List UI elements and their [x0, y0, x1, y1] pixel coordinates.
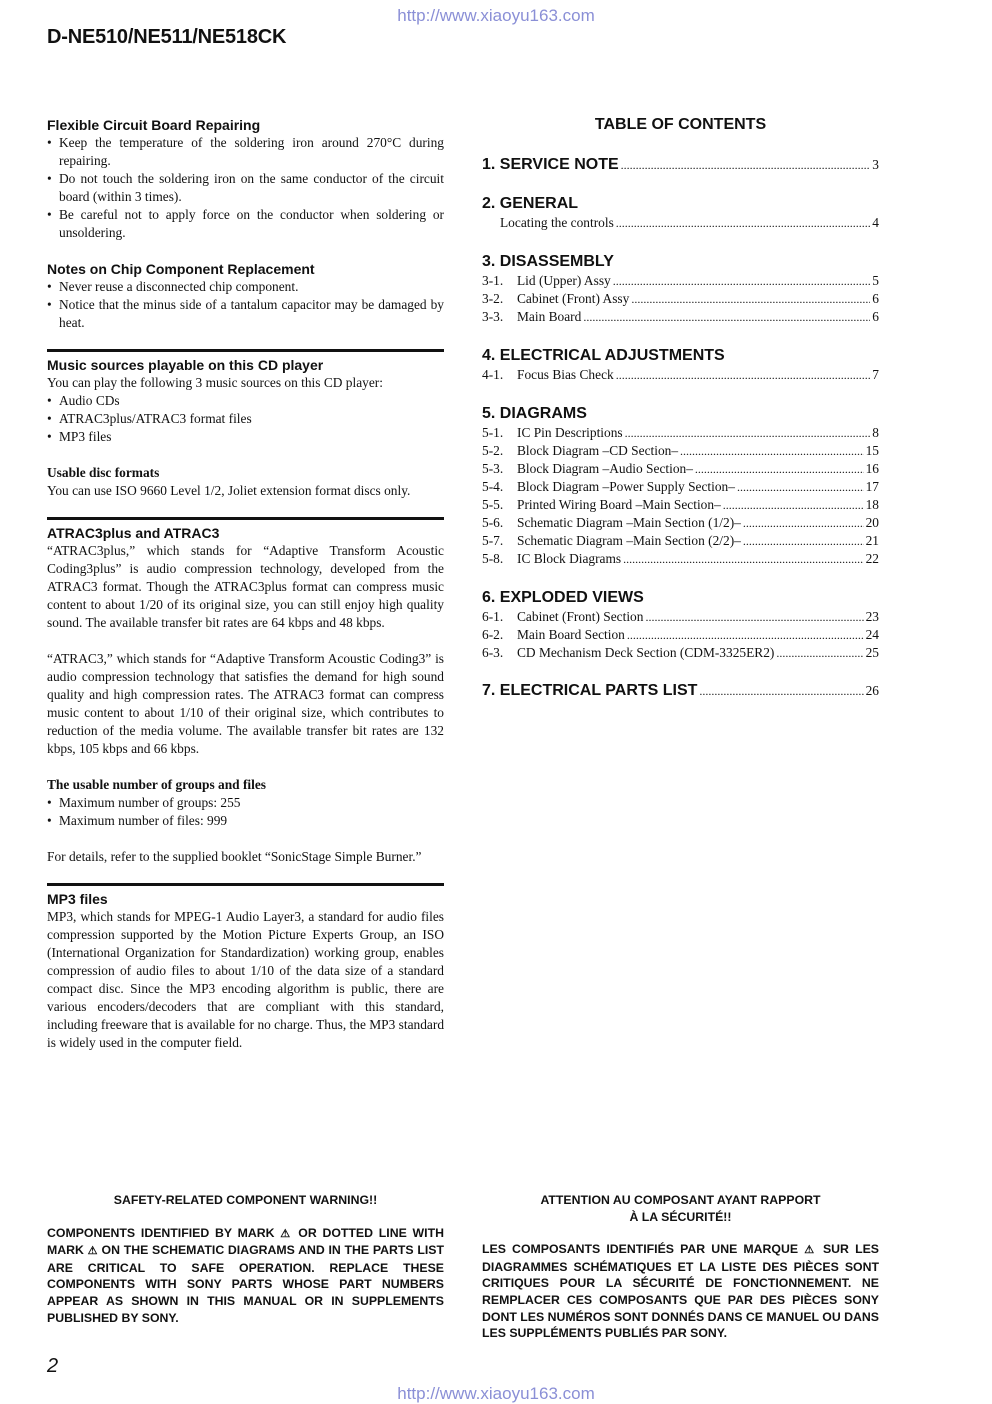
mp3-heading: MP3 files	[47, 891, 108, 907]
toc-entry-number: 3-3.	[482, 309, 504, 324]
toc-entry-title: Main Board	[517, 309, 582, 324]
toc-entry[interactable]	[482, 460, 879, 478]
toc-entry-title: Schematic Diagram –Main Section (2/2)–	[517, 533, 741, 548]
toc-entry-title: 1. SERVICE NOTE	[482, 156, 619, 173]
leader-dots	[631, 290, 870, 308]
toc-section-heading: 6. EXPLODED VIEWS	[482, 589, 644, 606]
toc-entry-title: Block Diagram –CD Section–	[517, 443, 679, 458]
toc-section-electrical-adjustments	[482, 346, 879, 384]
model-title: D-NE510/NE511/NE518CK	[47, 26, 287, 48]
leader-dots	[613, 272, 871, 290]
list-item: • Maximum number of groups: 255	[47, 794, 444, 812]
chip-component-list	[47, 278, 444, 332]
toc-entry-page: 8	[872, 425, 879, 440]
chip-component-section	[47, 260, 444, 332]
atrac3plus-paragraph: “ATRAC3plus,” which stands for “Adaptive Transform Acoustic Coding3plus” is audio compression technology, developed from the ATRAC3 format. Though the ATRAC3plus format can compress music content to about 1/20 of its original size, you can still enjoy high quality sound. The available transfer bit rates are 64 kbps and 48 kbps.	[47, 543, 444, 630]
toc-entry[interactable]	[482, 156, 879, 174]
list-item: • MP3 files	[47, 428, 444, 446]
leader-dots	[623, 550, 863, 568]
toc-section-diagrams	[482, 404, 879, 568]
leader-dots	[695, 460, 864, 478]
toc-entry-page: 22	[865, 551, 879, 566]
leader-dots	[776, 644, 863, 662]
toc-entry-page: 6	[872, 291, 879, 306]
leader-dots	[616, 366, 871, 384]
safety-warning-body: LES COMPOSANTS IDENTIFIÉS PAR UNE MARQUE ⚠ SUR LES DIAGRAMMES SCHÉMATIQUES ET LA LISTE DES PIÈCES SONT CRITIQUES POUR LA SÉCURITÉ DE FONCTIONNEMENT. NE REMPLACER CES COMPOSANTS QUE PAR DES PIÈCES SONY DONT LES NUMÉROS SONT DONNÉS DANS CE MANUEL OU DANS LES SUPPLÉMENTS PUBLIÉS PAR SONY.	[482, 1242, 879, 1341]
music-sources-heading: Music sources playable on this CD player	[47, 357, 324, 373]
toc-entry[interactable]	[482, 550, 879, 568]
toc-entry-title: Cabinet (Front) Assy	[517, 291, 630, 306]
toc-entry-number: 5-1.	[482, 425, 504, 440]
toc-section-electrical-parts-list	[482, 682, 879, 700]
disc-formats-text: You can use ISO 9660 Level 1/2, Joliet extension format discs only.	[47, 483, 411, 498]
toc-entry-title: IC Block Diagrams	[517, 551, 622, 566]
mp3-paragraph: MP3, which stands for MPEG-1 Audio Layer3, a standard for audio files compression supported by the Motion Picture Experts Group, an ISO (International Organization for Standardization) working group, enables compression of audio files to about 1/10 of the data size of a standard compact disc. Since the MP3 encoding algorithm is public, there are various encoders/decoders that are compliant with this standard, including freeware that is available for no charge. Thus, the MP3 standard is widely used in the computer field.	[47, 909, 445, 1050]
leader-dots	[621, 156, 871, 174]
list-item: • Keep the temperature of the soldering iron around 270°C during repairing.	[47, 134, 444, 170]
safety-warning-english	[47, 1192, 444, 1326]
flex-circuit-list	[47, 134, 444, 242]
leader-dots	[699, 682, 863, 700]
groups-files-heading: The usable number of groups and files	[47, 777, 267, 792]
list-item: • Maximum number of files: 999	[47, 812, 444, 830]
toc-entry[interactable]	[482, 496, 879, 514]
toc-entry-page: 5	[872, 273, 879, 288]
toc-entry-page: 20	[865, 515, 879, 530]
toc-entry-title: Printed Wiring Board –Main Section–	[517, 497, 721, 512]
warning-triangle-icon: ⚠	[804, 1244, 817, 1257]
chip-component-heading: Notes on Chip Component Replacement	[47, 261, 315, 277]
toc-entry-page: 3	[872, 157, 879, 172]
toc-entry[interactable]	[482, 442, 879, 460]
music-sources-section	[47, 349, 444, 500]
list-item: • Audio CDs	[47, 392, 444, 410]
toc-entry-title: Focus Bias Check	[517, 367, 614, 382]
toc-entry-page: 21	[865, 533, 879, 548]
source-url-bottom[interactable]: http://www.xiaoyu163.com	[397, 1384, 595, 1403]
safety-warning-title: SAFETY-RELATED COMPONENT WARNING!!	[113, 1193, 378, 1207]
safety-warning-french	[482, 1192, 879, 1342]
details-note: For details, refer to the supplied booklet “SonicStage Simple Burner.”	[47, 849, 422, 864]
toc-section-service-note	[482, 156, 879, 174]
list-item: • Be careful not to apply force on the conductor when soldering or unsoldering.	[47, 206, 444, 242]
toc-section-general	[482, 194, 879, 232]
toc-section-heading: 5. DIAGRAMS	[482, 405, 587, 422]
leader-dots	[737, 478, 864, 496]
safety-warning-body: COMPONENTS IDENTIFIED BY MARK ⚠ OR DOTTED LINE WITH MARK ⚠ ON THE SCHEMATIC DIAGRAMS AND IN THE PARTS LIST ARE CRITICAL TO SAFE OPERATION. REPLACE THESE COMPONENTS WITH SONY PARTS WHOSE PART NUMBERS APPEAR AS SHOWN IN THIS MANUAL OR IN SUPPLEMENTS PUBLISHED BY SONY.	[47, 1225, 444, 1325]
page-number: 2	[47, 1355, 59, 1377]
toc-entry-title: Schematic Diagram –Main Section (1/2)–	[517, 515, 741, 530]
toc-entry-number: 5-3.	[482, 461, 504, 476]
toc-entry[interactable]	[482, 366, 879, 384]
leader-dots	[625, 424, 871, 442]
flex-circuit-section	[47, 116, 444, 242]
toc-entry-number: 6-3.	[482, 645, 504, 660]
warning-triangle-icon: ⚠	[280, 1227, 293, 1240]
list-item: • Never reuse a disconnected chip component.	[47, 278, 444, 296]
source-url-top[interactable]: http://www.xiaoyu163.com	[397, 6, 595, 25]
table-of-contents	[482, 116, 879, 720]
toc-entry-number: 6-1.	[482, 609, 504, 624]
toc-entry-page: 17	[865, 479, 879, 494]
list-item: • ATRAC3plus/ATRAC3 format files	[47, 410, 444, 428]
toc-entry-title: Lid (Upper) Assy	[517, 273, 611, 288]
toc-entry-title: 7. ELECTRICAL PARTS LIST	[482, 682, 698, 699]
toc-entry[interactable]	[482, 608, 879, 626]
toc-section-exploded-views	[482, 588, 879, 662]
toc-entry-title: CD Mechanism Deck Section (CDM-3325ER2)	[517, 645, 775, 660]
safety-warning-title: ATTENTION AU COMPOSANT AYANT RAPPORT À LA SÉCURITÉ!!	[540, 1193, 821, 1224]
left-column	[47, 116, 444, 1052]
toc-section-heading: 4. ELECTRICAL ADJUSTMENTS	[482, 347, 725, 364]
toc-entry-page: 4	[872, 215, 879, 230]
disc-formats-heading: Usable disc formats	[47, 465, 160, 480]
toc-entry[interactable]	[482, 532, 879, 550]
toc-entry-page: 6	[872, 309, 879, 324]
atrac-heading: ATRAC3plus and ATRAC3	[47, 525, 220, 541]
toc-entry-number: 3-2.	[482, 291, 504, 306]
toc-entry-title: IC Pin Descriptions	[517, 425, 623, 440]
atrac3-paragraph: “ATRAC3,” which stands for “Adaptive Transform Acoustic Coding3” is audio compression technology that satisfies the demand for high sound quality and high compression rates. The ATRAC3 format can compress music content to about 1/10 of their original size, which contributes to reduction of the media volume. The available transfer bit rates are 132 kbps, 105 kbps and 66 kbps.	[47, 651, 444, 756]
warning-triangle-icon: ⚠	[87, 1245, 98, 1258]
toc-title: TABLE OF CONTENTS	[594, 116, 767, 133]
toc-entry[interactable]	[482, 644, 879, 662]
toc-entry-title: Locating the controls	[500, 215, 614, 230]
list-item: • Do not touch the soldering iron on the same conductor of the circuit board (within 3 times).	[47, 170, 444, 206]
toc-entry[interactable]	[482, 424, 879, 442]
leader-dots	[627, 626, 864, 644]
music-sources-intro: You can play the following 3 music sources on this CD player:	[47, 375, 383, 390]
toc-section-disassembly	[482, 252, 879, 326]
toc-entry-number: 6-2.	[482, 627, 504, 642]
toc-entry[interactable]	[482, 214, 879, 232]
music-sources-list	[47, 392, 444, 446]
toc-entry-number: 4-1.	[482, 367, 504, 382]
toc-entry-page: 7	[872, 367, 879, 382]
toc-entry-number: 5-5.	[482, 497, 504, 512]
toc-entry[interactable]	[482, 272, 879, 290]
leader-dots	[723, 496, 864, 514]
toc-entry[interactable]	[482, 478, 879, 496]
leader-dots	[645, 608, 863, 626]
toc-entry-title: Cabinet (Front) Section	[517, 609, 644, 624]
toc-entry[interactable]	[482, 626, 879, 644]
toc-entry-title: Main Board Section	[517, 627, 625, 642]
toc-entry-number: 5-2.	[482, 443, 504, 458]
toc-entry-page: 15	[865, 443, 879, 458]
leader-dots	[743, 532, 864, 550]
toc-entry-number: 5-7.	[482, 533, 504, 548]
toc-entry-page: 25	[865, 645, 879, 660]
toc-entry-number: 3-1.	[482, 273, 504, 288]
toc-section-heading: 3. DISASSEMBLY	[482, 253, 614, 270]
toc-section-heading: 2. GENERAL	[482, 195, 579, 212]
groups-files-list	[47, 794, 444, 830]
toc-entry-page: 18	[865, 497, 879, 512]
toc-entry-number: 5-4.	[482, 479, 504, 494]
mp3-section	[47, 883, 444, 1052]
leader-dots	[583, 308, 870, 326]
toc-entry[interactable]	[482, 308, 879, 326]
toc-entry[interactable]	[482, 682, 879, 700]
toc-entry-number: 5-8.	[482, 551, 504, 566]
atrac-section	[47, 517, 444, 866]
toc-entry-page: 26	[865, 683, 879, 698]
leader-dots	[743, 514, 864, 532]
toc-entry-title: Block Diagram –Audio Section–	[517, 461, 693, 476]
toc-entry-page: 24	[865, 627, 879, 642]
toc-entry-title: Block Diagram –Power Supply Section–	[517, 479, 735, 494]
toc-entry-number: 5-6.	[482, 515, 504, 530]
toc-entry-page: 23	[865, 609, 879, 624]
flex-circuit-heading: Flexible Circuit Board Repairing	[47, 117, 261, 133]
toc-entry[interactable]	[482, 290, 879, 308]
leader-dots	[680, 442, 864, 460]
list-item: • Notice that the minus side of a tantalum capacitor may be damaged by heat.	[47, 296, 444, 332]
toc-entry-page: 16	[865, 461, 879, 476]
leader-dots	[616, 214, 871, 232]
toc-entry[interactable]	[482, 514, 879, 532]
